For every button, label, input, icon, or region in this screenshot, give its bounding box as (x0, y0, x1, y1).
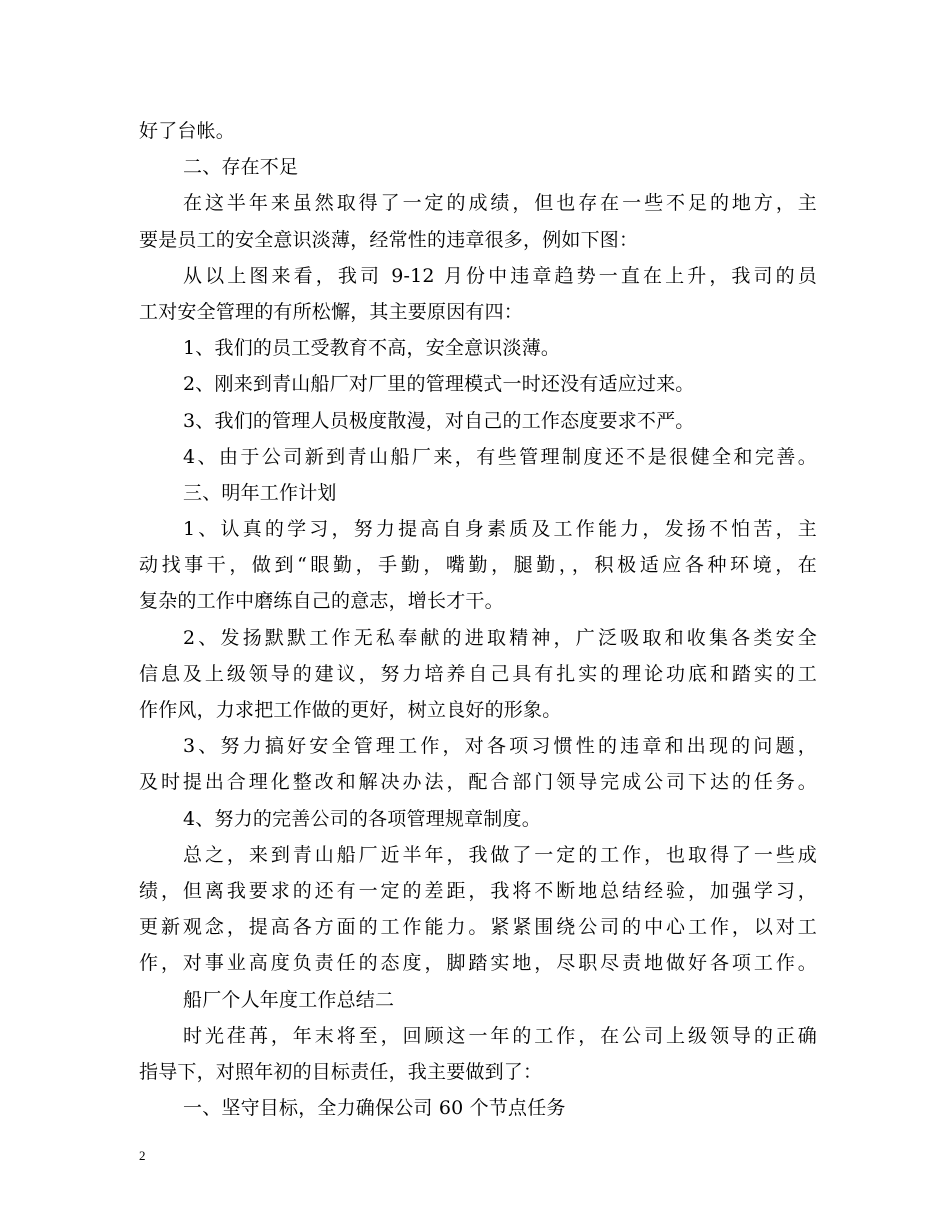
list-item: 3、我们的管理人员极度散漫，对自己的工作态度要求不严。 (183, 409, 695, 432)
paragraph-line: 作，对事业高度负责任的态度，脚踏实地，尽职尽责地做好各项工作。 (139, 952, 817, 975)
paragraph-line: 更新观念，提高各方面的工作能力。紧紧围绕公司的中心工作，以对工 (139, 916, 817, 939)
section-heading: 二、存在不足 (183, 156, 299, 179)
paragraph-line: 3、努力搞好安全管理工作，对各项习惯性的违章和出现的问题， (183, 735, 817, 758)
paragraph-line: 2、发扬默默工作无私奉献的进取精神，广泛吸取和收集各类安全 (183, 626, 817, 649)
paragraph-line: 作作风，力求把工作做的更好，树立良好的形象。 (139, 699, 562, 721)
paragraph-line: 指导下，对照年初的目标责任，我主要做到了： (139, 1060, 543, 1083)
paragraph-line: 及时提出合理化整改和解决办法，配合部门领导完成公司下达的任务。 (139, 771, 817, 794)
paragraph-line: 在这半年来虽然取得了一定的成绩，但也存在一些不足的地方，主 (183, 192, 817, 215)
paragraph-line: 复杂的工作中磨练自己的意志，增长才干。 (139, 590, 504, 613)
paragraph-line: 总之，来到青山船厂近半年，我做了一定的工作，也取得了一些成 (183, 843, 817, 866)
paragraph-line: 从以上图来看，我司 9-12 月份中违章趋势一直在上升，我司的员 (183, 264, 817, 287)
paragraph-line: 1、认真的学习，努力提高自身素质及工作能力，发扬不怕苦，主 (183, 518, 817, 541)
list-item: 4、由于公司新到青山船厂来，有些管理制度还不是很健全和完善。 (183, 445, 817, 468)
section-heading: 三、明年工作计划 (183, 481, 337, 504)
section-heading: 一、坚守目标，全力确保公司 60 个节点任务 (183, 1097, 566, 1120)
document-body (139, 113, 817, 1126)
paragraph-line: 动找事干，做到“眼勤，手勤，嘴勤，腿勤，，积极适应各种环境，在 (139, 554, 817, 577)
paragraph-line: 信息及上级领导的建议，努力培养自己具有扎实的理论功底和踏实的工 (139, 662, 817, 685)
paragraph-line: 时光荏苒，年末将至，回顾这一年的工作，在公司上级领导的正确 (183, 1024, 817, 1047)
paragraph-line: 工对安全管理的有所松懈，其主要原因有四： (139, 300, 524, 323)
section-heading: 船厂个人年度工作总结二 (183, 988, 395, 1011)
paragraph-line: 要是员工的安全意识淡薄，经常性的违章很多，例如下图： (139, 228, 639, 251)
list-item: 2、刚来到青山船厂对厂里的管理模式一时还没有适应过来。 (183, 373, 695, 396)
paragraph-line: 好了台帐。 (139, 120, 236, 142)
page-number: 2 (139, 1148, 146, 1163)
list-item: 1、我们的员工受教育不高，安全意识淡薄。 (183, 337, 561, 360)
paragraph-line: 绩，但离我要求的还有一定的差距，我将不断地总结经验，加强学习， (139, 879, 817, 902)
paragraph-line: 4、努力的完善公司的各项管理规章制度。 (183, 807, 541, 830)
